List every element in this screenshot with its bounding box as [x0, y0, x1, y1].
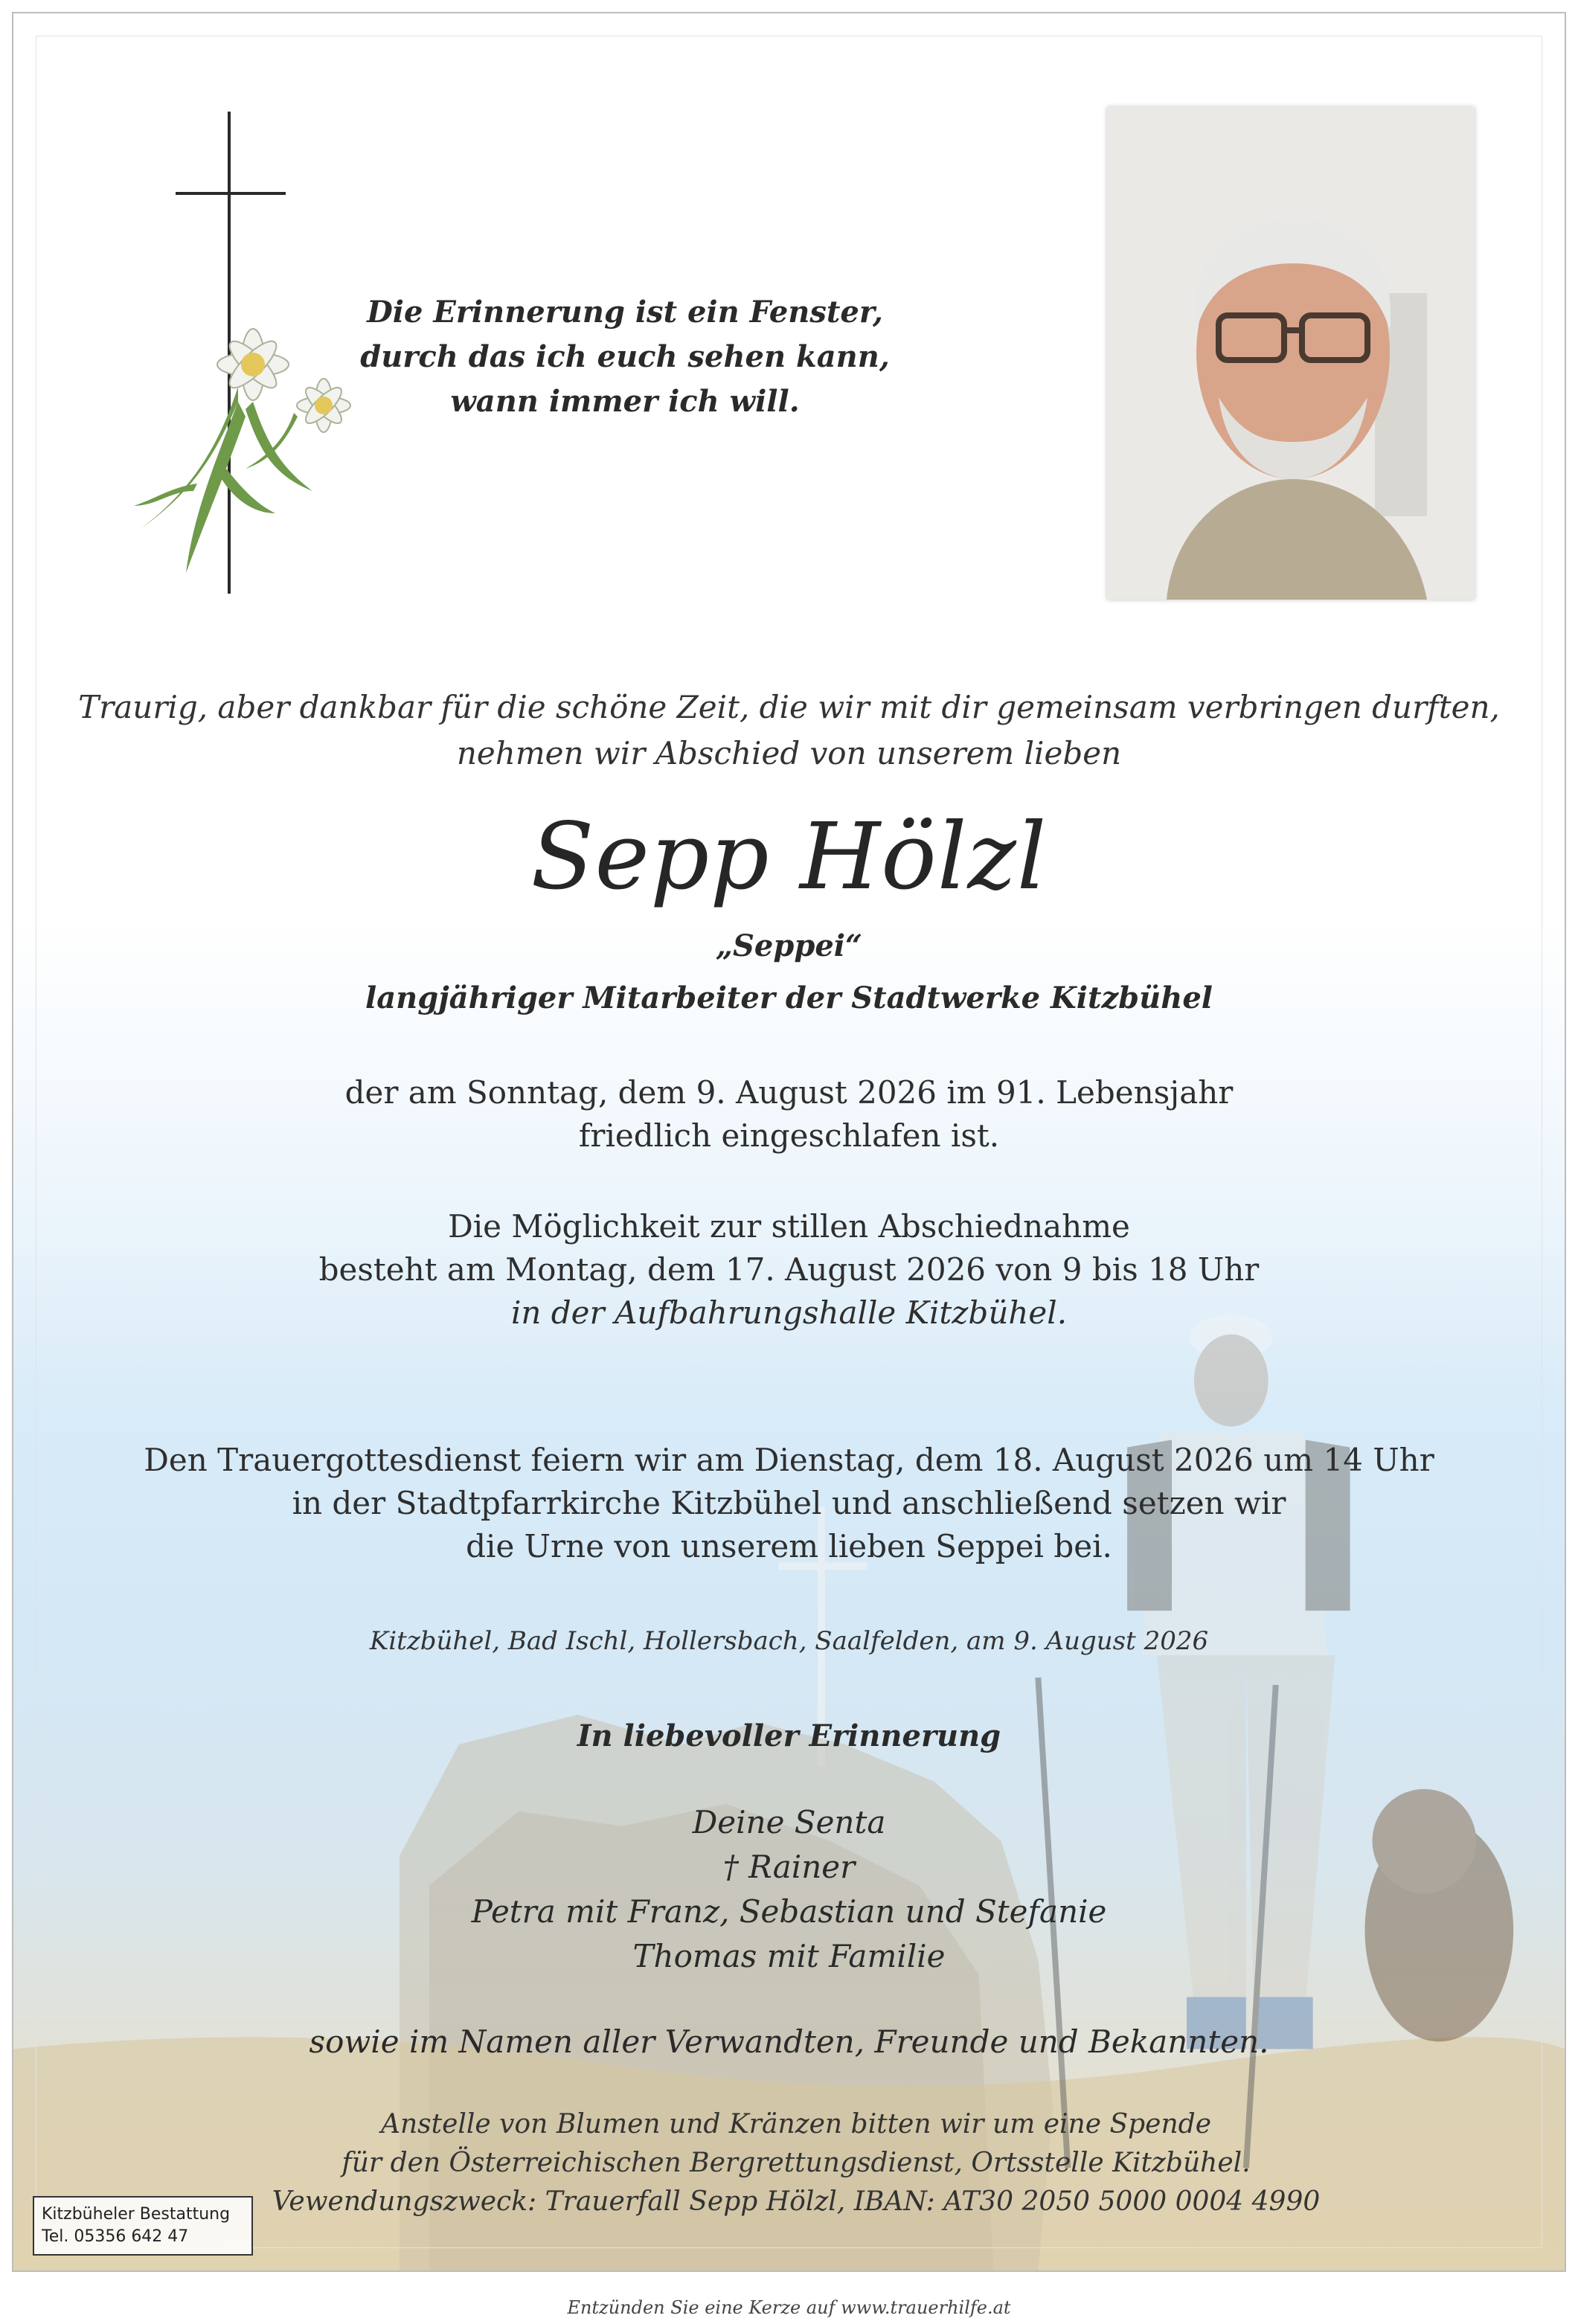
family-member: Deine Senta	[692, 1804, 886, 1840]
portrait-photo	[1107, 107, 1475, 600]
edelweiss-icon	[126, 320, 365, 588]
memorial-quote	[350, 290, 900, 424]
service-line: Den Trauergottesdienst feiern wir am Dienstag, dem 18. August 2026 um 14 Uhr	[144, 1442, 1434, 1478]
service-info	[0, 1439, 1578, 1568]
undertaker-name: Kitzbüheler Bestattung	[42, 2205, 231, 2224]
donation-line: Anstelle von Blumen und Kränzen bitten wir um eine Spende	[380, 2109, 1212, 2140]
viewing-line: besteht am Montag, dem 17. August 2026 von 9 bis 18 Uhr	[318, 1251, 1260, 1288]
place-and-date: Kitzbühel, Bad Ischl, Hollersbach, Saalfelden, am 9. August 2026	[369, 1626, 1209, 1656]
service-line: die Urne von unserem lieben Seppei bei.	[466, 1528, 1112, 1564]
remembrance-heading: In liebevoller Erinnerung	[577, 1718, 1001, 1753]
intro-line: Traurig, aber dankbar für die schöne Zeit, die wir mit dir gemeinsam verbringen durften,	[78, 689, 1500, 725]
quote-line: Die Erinnerung ist ein Fenster,	[367, 295, 883, 330]
quote-line: durch das ich euch sehen kann,	[360, 339, 890, 374]
deceased-role: langjähriger Mitarbeiter der Stadtwerke Kitzbühel	[365, 980, 1213, 1015]
family-list	[0, 1800, 1578, 1979]
closing-text: sowie im Namen aller Verwandten, Freunde und Bekannten.	[309, 2023, 1269, 2060]
viewing-line: in der Aufbahrungshalle Kitzbühel.	[510, 1294, 1068, 1331]
intro-text	[60, 684, 1518, 777]
deceased-name: Sepp Hölzl	[530, 803, 1048, 911]
undertaker-phone: Tel. 05356 642 47	[42, 2227, 189, 2246]
quote-line: wann immer ich will.	[450, 384, 800, 419]
viewing-line: Die Möglichkeit zur stillen Abschiednahme	[448, 1208, 1130, 1245]
death-notice-line: friedlich eingeschlafen ist.	[578, 1117, 1000, 1154]
donation-line: für den Österreichischen Bergrettungsdienst, Ortsstelle Kitzbühel.	[341, 2148, 1251, 2178]
death-notice	[0, 1071, 1578, 1158]
intro-line: nehmen wir Abschied von unserem lieben	[456, 735, 1122, 771]
viewing-info	[0, 1205, 1578, 1335]
footer-candle-link[interactable]: Entzünden Sie eine Kerze auf www.trauerhilfe.at	[567, 2297, 1011, 2318]
donation-line: Vewendungszweck: Trauerfall Sepp Hölzl, IBAN: AT30 2050 5000 0004 4990	[272, 2186, 1321, 2217]
undertaker-logo	[33, 2196, 253, 2256]
donation-request	[253, 2105, 1339, 2221]
family-member: Thomas mit Familie	[632, 1938, 946, 1974]
death-notice-line: der am Sonntag, dem 9. August 2026 im 91. Lebensjahr	[344, 1074, 1234, 1111]
service-line: in der Stadtpfarrkirche Kitzbühel und anschließend setzen wir	[292, 1485, 1286, 1521]
deceased-nickname: „Seppei“	[716, 928, 862, 963]
cross-bar	[176, 192, 286, 195]
family-member: Petra mit Franz, Sebastian und Stefanie	[471, 1893, 1107, 1930]
portrait-image	[1107, 107, 1475, 600]
family-member: † Rainer	[722, 1849, 856, 1885]
